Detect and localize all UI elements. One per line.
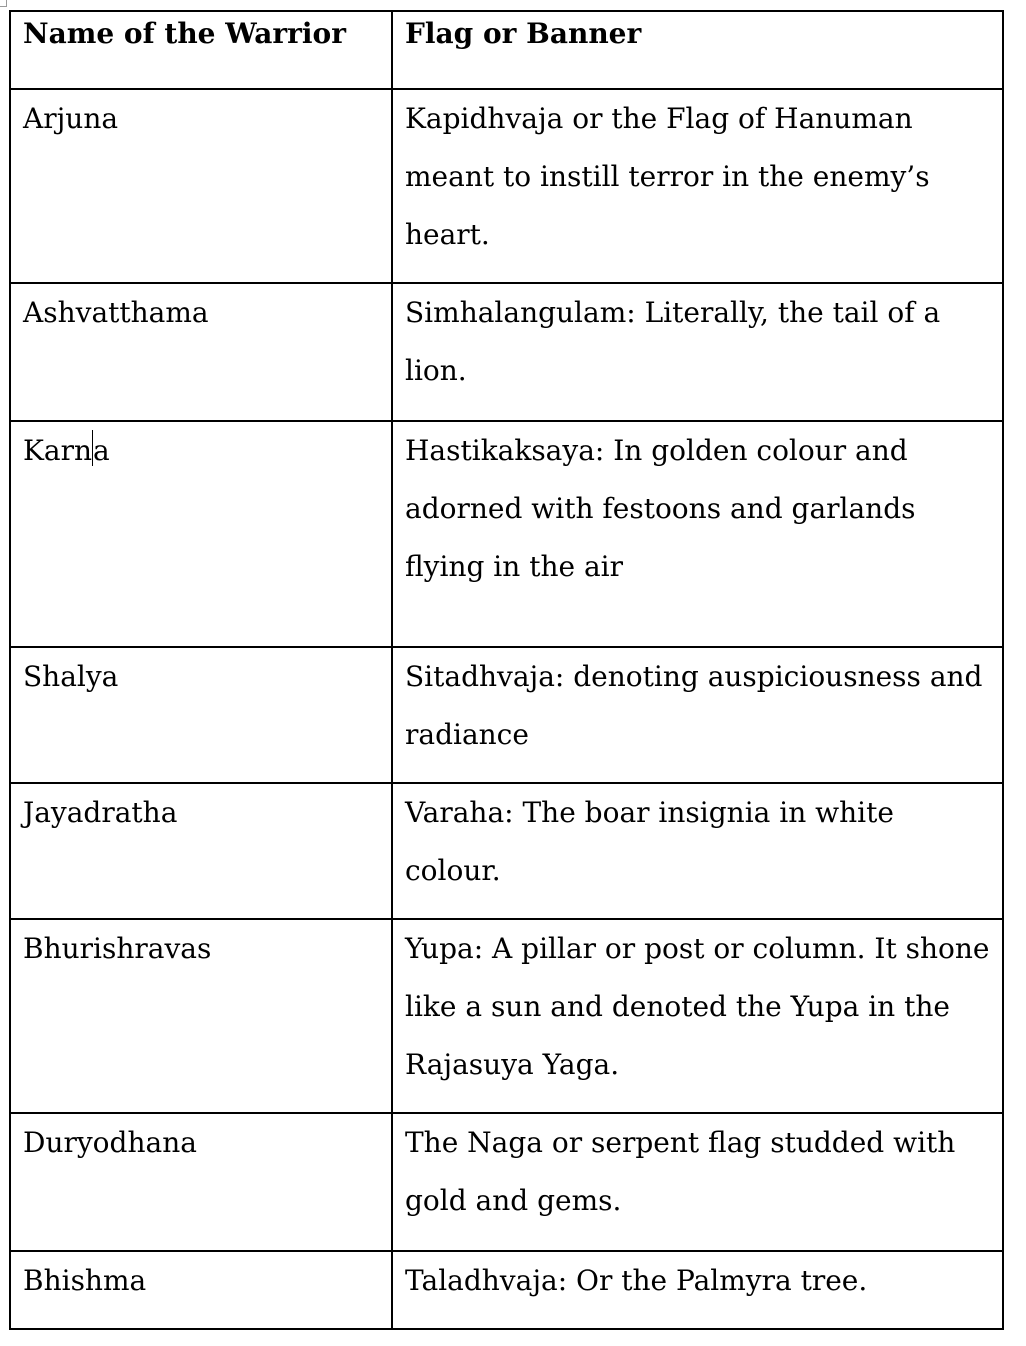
warrior-name: Arjuna <box>23 102 119 135</box>
warrior-name-cell[interactable] <box>10 1251 392 1329</box>
warrior-name-cell[interactable] <box>10 283 392 421</box>
flag-description-cell[interactable] <box>392 919 1003 1113</box>
warrior-name-cell[interactable] <box>10 421 392 647</box>
warrior-name-part: Karn <box>23 434 93 467</box>
flag-description-cell[interactable] <box>392 283 1003 421</box>
flag-description: The Naga or serpent flag studded with gold and gems. <box>405 1126 956 1217</box>
warrior-name: Bhurishravas <box>23 932 212 965</box>
warrior-name: Bhishma <box>23 1264 147 1297</box>
flag-description-cell[interactable] <box>392 783 1003 919</box>
flag-description-cell[interactable] <box>392 421 1003 647</box>
table-row <box>10 283 1003 421</box>
flag-description-cell[interactable] <box>392 1113 1003 1251</box>
flag-description-cell[interactable] <box>392 1251 1003 1329</box>
table-row <box>10 783 1003 919</box>
header-flag-cell[interactable]: Flag or Banner <box>392 11 1003 89</box>
flag-description-cell[interactable] <box>392 89 1003 283</box>
table-row <box>10 1251 1003 1329</box>
table-row <box>10 1113 1003 1251</box>
table-header-row <box>10 11 1003 89</box>
warrior-name: Ashvatthama <box>23 296 209 329</box>
text-boundary-mark <box>0 0 7 7</box>
warrior-name-cell[interactable] <box>10 783 392 919</box>
warrior-name: Shalya <box>23 660 119 693</box>
flag-description: Varaha: The boar insignia in white colour. <box>405 796 894 887</box>
flag-description: Taladhvaja: Or the Palmyra tree. <box>405 1264 868 1297</box>
warrior-name: Jayadratha <box>23 796 178 829</box>
table-row <box>10 89 1003 283</box>
table-row <box>10 919 1003 1113</box>
flag-description: Simhalangulam: Literally, the tail of a lion. <box>405 296 941 387</box>
warrior-name-cell[interactable] <box>10 89 392 283</box>
warrior-flag-table <box>9 10 1004 1330</box>
table-row <box>10 647 1003 783</box>
flag-description: Hastikaksaya: In golden colour and adorned with festoons and garlands flying in the air <box>405 434 916 583</box>
flag-description: Sitadhvaja: denoting auspiciousness and radiance <box>405 660 983 751</box>
warrior-name-cell[interactable] <box>10 647 392 783</box>
table-row <box>10 421 1003 647</box>
warrior-name <box>23 422 379 480</box>
warrior-name-part: a <box>93 434 110 467</box>
warrior-name-cell[interactable] <box>10 919 392 1113</box>
flag-description-cell[interactable] <box>392 647 1003 783</box>
flag-description: Yupa: A pillar or post or column. It shone like a sun and denoted the Yupa in the Rajasuya Yaga. <box>405 932 990 1081</box>
warrior-name-cell[interactable] <box>10 1113 392 1251</box>
flag-description: Kapidhvaja or the Flag of Hanuman meant to instill terror in the enemy’s heart. <box>405 102 930 251</box>
warrior-name: Duryodhana <box>23 1126 197 1159</box>
header-name-cell[interactable]: Name of the Warrior <box>10 11 392 89</box>
